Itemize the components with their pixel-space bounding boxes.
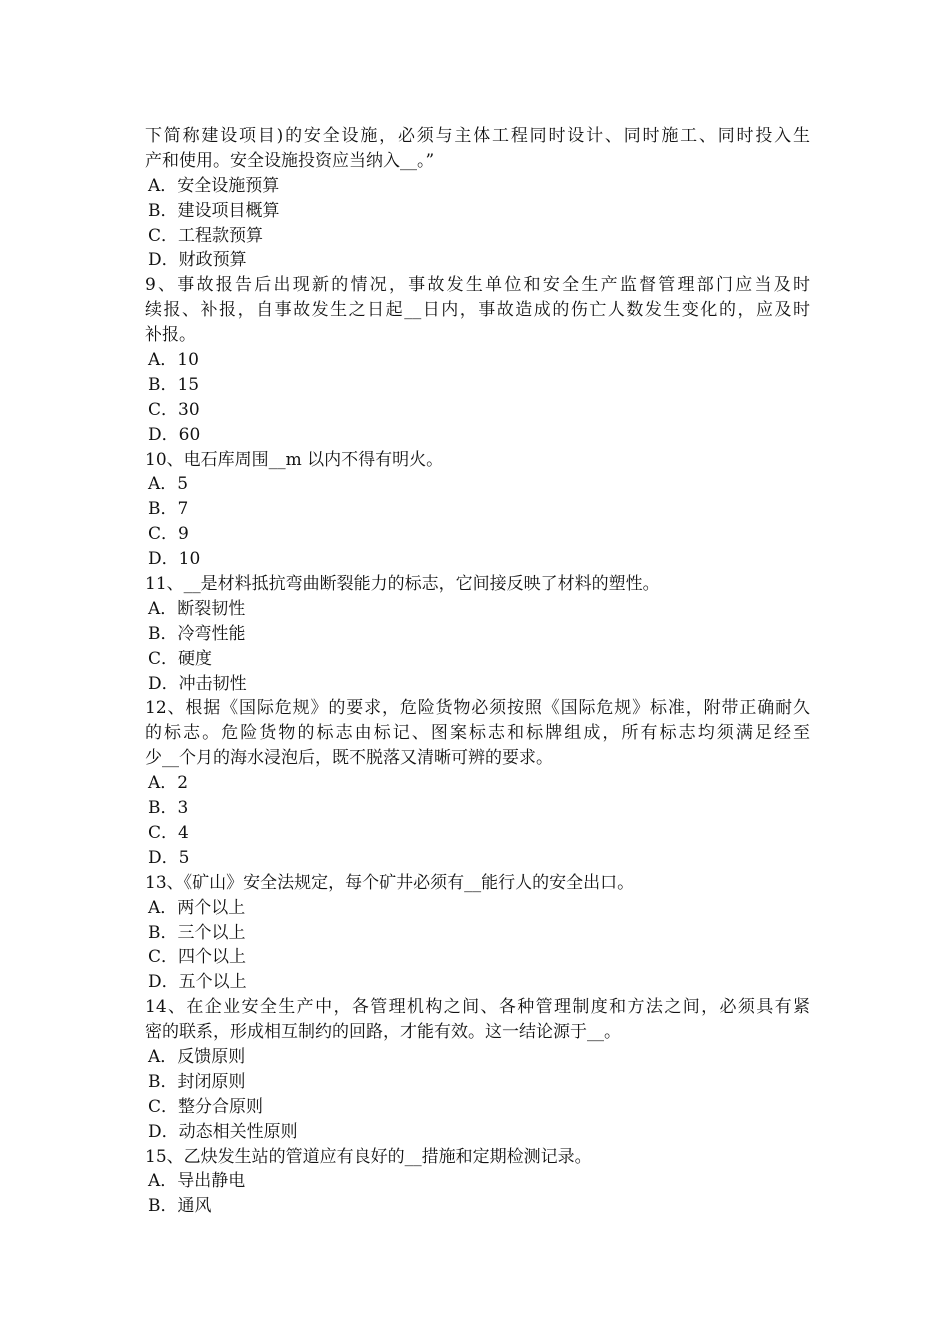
question-stem [145, 871, 810, 896]
question-line: 的标志。危险货物的标志由标记、图案标志和标牌组成，所有标志均须满足经至 [145, 723, 810, 744]
answer-option: C．硬度 [148, 648, 213, 669]
answer-option: D．10 [148, 549, 201, 570]
answer-option: C．四个以上 [148, 947, 247, 968]
question-stem [145, 124, 810, 174]
answer-options [145, 1169, 810, 1219]
answer-option: A．导出静电 [148, 1171, 246, 1192]
answer-option: A．断裂韧性 [148, 598, 246, 619]
answer-option: C．整分合原则 [148, 1096, 264, 1117]
answer-option: C．4 [148, 822, 189, 843]
question-line: 产和使用。安全设施投资应当纳入__。” [145, 150, 435, 171]
answer-options [145, 896, 810, 996]
question-stem [145, 448, 810, 473]
answer-option: C．工程款预算 [148, 225, 264, 246]
answer-option: D．60 [148, 424, 201, 445]
question-line: 10、电石库周围__m 以内不得有明火。 [145, 449, 444, 470]
answer-option: A．10 [148, 350, 199, 371]
answer-option: B．冷弯性能 [148, 623, 246, 644]
answer-option: C．30 [148, 399, 200, 420]
answer-options [145, 348, 810, 448]
answer-option: B．15 [148, 374, 200, 395]
answer-options [145, 174, 810, 274]
question-line: 11、__是材料抵抗弯曲断裂能力的标志，它间接反映了材料的塑性。 [145, 574, 660, 595]
answer-option: D．5 [148, 847, 190, 868]
question-stem [145, 995, 810, 1045]
question-line: 下简称建设项目)的安全设施，必须与主体工程同时设计、同时施工、同时投入生 [145, 126, 810, 146]
answer-option: D．五个以上 [148, 972, 247, 993]
document-page [145, 124, 810, 1219]
question-line: 12、根据《国际危规》的要求，危险货物必须按照《国际危规》标准，附带正确耐久 [145, 698, 810, 719]
question-line: 续报、补报，自事故发生之日起__日内，事故造成的伤亡人数发生变化的，应及时 [145, 300, 810, 321]
answer-option: A．5 [148, 474, 189, 495]
answer-option: B．7 [148, 499, 189, 520]
answer-options [145, 597, 810, 697]
answer-option: A．两个以上 [148, 897, 246, 918]
question-stem [145, 1145, 810, 1170]
question-line: 13、《矿山》安全法规定，每个矿井必须有__能行人的安全出口。 [145, 872, 635, 893]
answer-options [145, 472, 810, 572]
answer-options [145, 1045, 810, 1145]
question-line: 密的联系，形成相互制约的回路，才能有效。这一结论源于__。 [145, 1022, 621, 1043]
answer-option: B．通风 [148, 1196, 212, 1217]
answer-option: B．建设项目概算 [148, 200, 280, 221]
question-line: 15、乙炔发生站的管道应有良好的__措施和定期检测记录。 [145, 1146, 592, 1167]
answer-option: D．动态相关性原则 [148, 1121, 298, 1142]
question-line: 9、事故报告后出现新的情况，事故发生单位和安全生产监督管理部门应当及时 [145, 275, 810, 296]
answer-option: B．3 [148, 798, 189, 819]
question-line: 补报。 [145, 325, 196, 346]
answer-option: B．封闭原则 [148, 1071, 246, 1092]
answer-option: A．2 [148, 773, 189, 794]
answer-option: C．9 [148, 524, 189, 545]
question-line: 14、在企业安全生产中，各管理机构之间、各种管理制度和方法之间，必须具有紧 [145, 997, 810, 1018]
question-line: 少__个月的海水浸泡后，既不脱落又清晰可辨的要求。 [145, 748, 553, 769]
answer-option: D．冲击韧性 [148, 673, 247, 694]
answer-option: A．安全设施预算 [148, 175, 280, 196]
answer-option: D．财政预算 [148, 250, 247, 271]
question-stem [145, 273, 810, 348]
answer-option: B．三个以上 [148, 922, 246, 943]
question-stem [145, 572, 810, 597]
answer-option: A．反馈原则 [148, 1046, 246, 1067]
answer-options [145, 771, 810, 871]
question-stem [145, 696, 810, 771]
